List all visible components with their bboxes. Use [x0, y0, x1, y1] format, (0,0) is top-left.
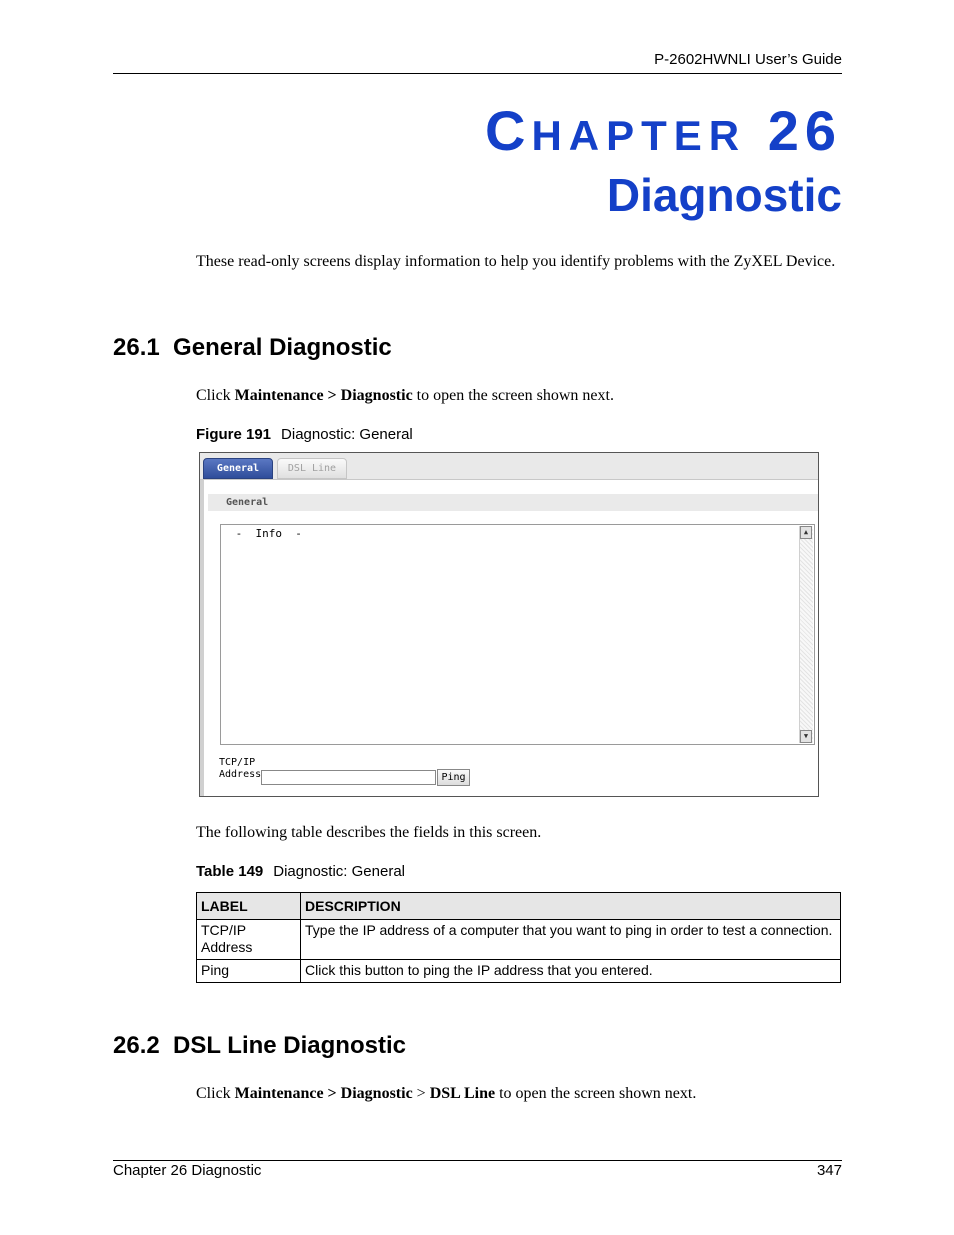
header-rule [113, 73, 842, 74]
column-header-description: DESCRIPTION [301, 893, 841, 920]
chapter-number-heading [300, 96, 842, 171]
tcpip-address-label [219, 757, 261, 781]
section-title-band [208, 494, 818, 511]
running-header: P-2602HWNLI User’s Guide [654, 51, 842, 68]
section-heading-general: 26.1 General Diagnostic [113, 334, 392, 361]
footer-rule [113, 1160, 842, 1161]
footer-chapter: Chapter 26 Diagnostic [113, 1162, 262, 1179]
table-row [197, 920, 841, 960]
column-header-label: LABEL [197, 893, 301, 920]
table-caption-text: Diagnostic: General [273, 863, 405, 880]
row-description: Type the IP address of a computer that you want to ping in order to test a connection. [301, 920, 841, 960]
info-text: - Info - [229, 527, 302, 540]
chapter-label-initial: C [485, 99, 532, 162]
info-textarea[interactable] [220, 524, 815, 745]
tab-general[interactable]: General [203, 458, 273, 479]
page-number: 347 [816, 1162, 842, 1179]
row-label-text: TCP/IP Address [201, 922, 253, 955]
chapter-label-rest: HAPTER [531, 112, 747, 159]
table-header-row [197, 893, 841, 920]
section-title: General [226, 497, 269, 508]
label-line: TCP/IP [219, 757, 256, 768]
table-intro-text: The following table describes the fields in this screen. [196, 824, 542, 841]
text-fragment: to open the screen shown next. [412, 387, 614, 404]
figure-caption [196, 426, 413, 443]
ping-button[interactable]: Ping [437, 769, 470, 786]
menu-path: Maintenance > Diagnostic [234, 387, 413, 404]
tcpip-address-input[interactable] [261, 770, 436, 785]
menu-path: DSL Line [429, 1085, 496, 1102]
tab-bar [200, 453, 818, 480]
table-row [197, 960, 841, 983]
text-fragment: Click [196, 387, 235, 404]
text-fragment: to open the screen shown next. [495, 1085, 697, 1102]
chapter-title: Diagnostic [606, 169, 842, 221]
row-label: Ping [197, 960, 301, 983]
section-dsl-line-text [196, 1084, 836, 1104]
figure-label: Figure 191 [196, 426, 272, 443]
scroll-down-icon[interactable]: ▼ [800, 730, 812, 743]
description-table [196, 892, 841, 983]
row-label [197, 920, 301, 960]
intro-paragraph: These read-only screens display information to help you identify problems with the ZyXEL Device. [196, 253, 836, 270]
chapter-number: 26 [767, 99, 842, 162]
table-caption [196, 863, 405, 880]
text-fragment: > [412, 1085, 430, 1102]
label-line: Address [219, 769, 262, 780]
scroll-up-icon[interactable]: ▲ [800, 526, 812, 539]
tab-dsl-line[interactable]: DSL Line [277, 458, 347, 479]
table-label: Table 149 [196, 863, 264, 880]
left-frame-stripe [200, 480, 204, 796]
text-fragment: Click [196, 1085, 235, 1102]
diagnostic-screenshot [199, 452, 819, 797]
section-heading-dsl-line: 26.2 DSL Line Diagnostic [113, 1032, 406, 1059]
figure-caption-text: Diagnostic: General [281, 426, 413, 443]
menu-path: Maintenance > Diagnostic [234, 1085, 413, 1102]
row-description: Click this button to ping the IP address that you entered. [301, 960, 841, 983]
vertical-scrollbar[interactable] [799, 526, 813, 743]
section-general-text [196, 386, 836, 406]
